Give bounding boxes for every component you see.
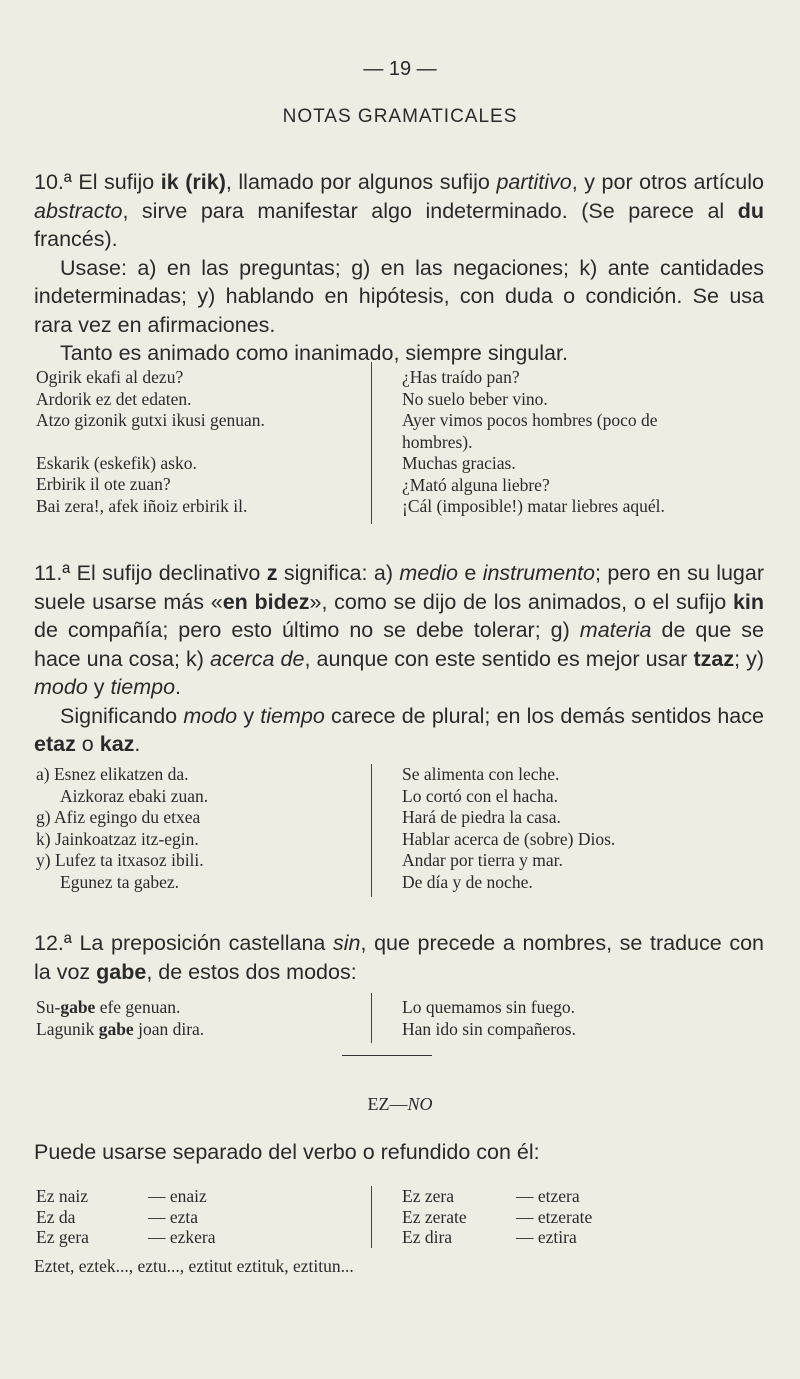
page-number: — 19 — — [363, 58, 437, 80]
ez-heading: EZ—NO — [367, 1094, 433, 1114]
section-divider — [342, 1055, 432, 1056]
ez-forms-right-b: — etzera — etzerate — eztira — [516, 1186, 593, 1247]
s11-examples-spanish: Se alimenta con leche. Lo cortó con el hacha. Hará de piedra la casa. Hablar acerca de (sobre) Dios. Andar por tierra y mar. De día y de noche. — [402, 764, 616, 892]
running-title: NOTAS GRAMATICALES — [282, 106, 518, 127]
s10-examples-spanish: ¿Has traído pan? No suelo beber vino. Ayer vimos pocos hombres (poco de hombres). Muchas gracias. ¿Mató alguna liebre? ¡Cál (imposible!) matar liebres aquél. — [402, 367, 665, 516]
ez-intro: Puede usarse separado del verbo o refundido con él: — [34, 1140, 540, 1164]
section-11 — [34, 559, 764, 759]
s10-examples-basque: Ogirik ekafi al dezu? Ardorik ez det edaten. Atzo gizonik gutxi ikusi genuan. Eskarik (eskefik) asko. Erbirik il ote zuan? Bai zera!, afek iñoiz erbirik il. — [36, 367, 265, 516]
column-divider — [371, 993, 372, 1043]
column-divider — [371, 362, 372, 524]
s11-examples-basque: a) Esnez elikatzen da. Aizkoraz ebaki zuan. g) Afiz egingo du etxea k) Jainkoatzaz itz-egin. y) Lufez ta itxasoz ibili. Egunez ta gabez. — [36, 764, 209, 892]
ez-forms-left-a: Ez naiz Ez da Ez gera — [36, 1186, 89, 1247]
s10-paragraph-1: 10.ª El sufijo ik (rik), llamado por algunos sufijo partitivo, y por otros artículo abstracto, sirve para manifestar algo indeterminado. (Se parece al du francés). — [34, 170, 764, 251]
s12-paragraph-1: 12.ª La preposición castellana sin, que precede a nombres, se traduce con la voz gabe, de estos dos modos: — [34, 931, 764, 984]
s12-examples-spanish: Lo quemamos sin fuego. Han ido sin compañeros. — [402, 997, 576, 1039]
ez-forms-left-b: — enaiz — ezta — ezkera — [148, 1186, 216, 1247]
s10-paragraph-3: Tanto es animado como inanimado, siempre singular. — [60, 341, 568, 365]
section-12 — [34, 929, 764, 986]
column-divider — [371, 764, 372, 897]
section-10 — [34, 168, 764, 368]
s10-paragraph-2: Usase: a) en las preguntas; g) en las negaciones; k) ante cantidades indeterminadas; y) hablando en hipótesis, con duda o condición. Se usa rara vez en afirmaciones. — [34, 255, 764, 337]
s12-examples-basque: Su-gabe efe genuan. Lagunik gabe joan dira. — [36, 997, 205, 1039]
column-divider — [371, 1186, 372, 1248]
ez-forms-summary: Eztet, eztek..., eztu..., eztitut eztituk, eztitun... — [34, 1256, 354, 1276]
s11-paragraph-1: 11.ª El sufijo declinativo z significa: a) medio e instrumento; pero en su lugar suele usarse más «en bidez», como se dijo de los animados, o el sufijo kin de compañía; pero esto último no se debe tolerar; g) materia de que se hace una cosa; k) acerca de, aunque con este sentido es mejor usar tzaz; y) modo y tiempo. — [34, 561, 765, 699]
ez-forms-right-a: Ez zera Ez zerate Ez dira — [402, 1186, 467, 1247]
s11-paragraph-2: Significando modo y tiempo carece de plural; en los demás sentidos hace etaz o kaz. — [34, 703, 764, 756]
